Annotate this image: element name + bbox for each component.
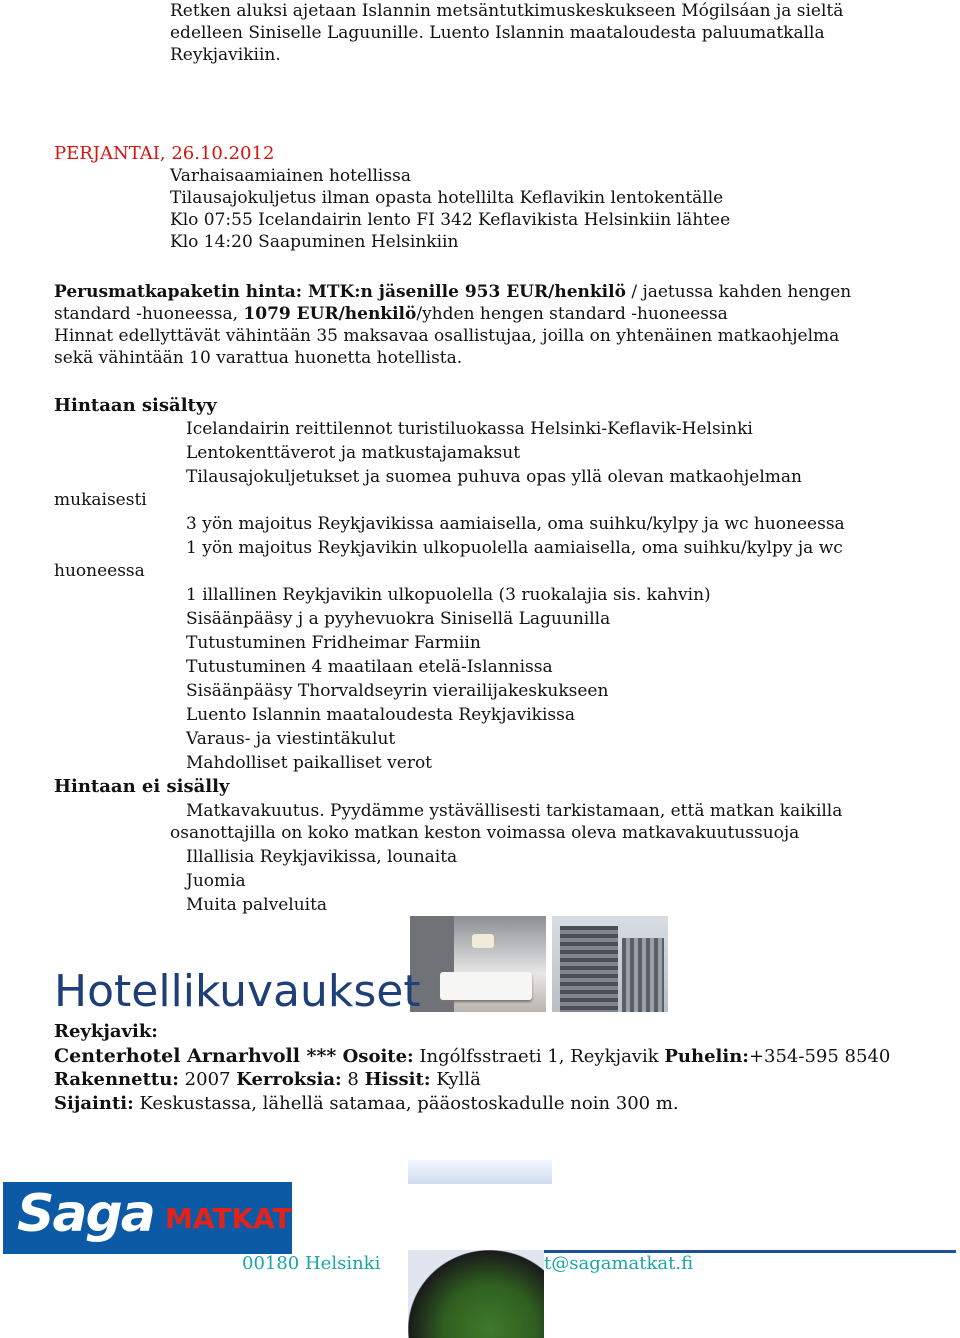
- excluded-item-cont: osanottajilla on koko matkan keston voimassa oleva matkavakuutussuoja: [170, 823, 800, 843]
- hotel-line-1: [54, 1045, 890, 1068]
- location-label: Sijainti:: [54, 1093, 134, 1114]
- included-item: Tutustuminen 4 maatilaan etelä-Islannissa: [186, 657, 553, 677]
- hotel-elevators: Kyllä: [430, 1069, 481, 1090]
- included-item: Lentokenttäverot ja matkustajamaksut: [186, 443, 521, 463]
- hotel-floors: 8: [341, 1069, 365, 1090]
- footer-postal: 00180 Helsinki: [242, 1253, 381, 1274]
- included-heading: Hintaan sisältyy: [54, 395, 217, 416]
- price-line2-a: standard -huoneessa,: [54, 304, 244, 324]
- included-wrap: huoneessa: [54, 561, 145, 581]
- room-lamp: [472, 934, 494, 948]
- saga-matkat-logo[interactable]: [3, 1182, 292, 1254]
- included-item: 3 yön majoitus Reykjavikissa aamiaisella, oma suihku/kylpy ja wc huoneessa: [186, 514, 845, 534]
- included-item: Sisäänpääsy Thorvaldseyrin vierailijakeskukseen: [186, 681, 609, 701]
- logo-matkat-text: MATKAT: [165, 1202, 292, 1235]
- intro-line-3: Reykjavikiin.: [170, 45, 281, 65]
- intro-line-1: Retken aluksi ajetaan Islannin metsäntutkimuskeskukseen Mógilsáan ja sieltä: [170, 1, 844, 21]
- hotel-line-3: [54, 1093, 679, 1115]
- hotel-building-photo: [552, 916, 668, 1012]
- excluded-item: Illallisia Reykjavikissa, lounaita: [186, 847, 458, 867]
- excluded-heading: Hintaan ei sisälly: [54, 776, 230, 797]
- hotel-phone: +354-595 8540: [748, 1046, 891, 1067]
- included-item: Varaus- ja viestintäkulut: [186, 729, 396, 749]
- footer-sky-image: [408, 1160, 552, 1184]
- included-item: Tutustuminen Fridheimar Farmiin: [186, 633, 481, 653]
- logo-saga-text: Saga: [17, 1184, 154, 1244]
- footer-email-link[interactable]: t@sagamatkat.fi: [544, 1253, 694, 1274]
- friday-heading: PERJANTAI, 26.10.2012: [54, 143, 275, 164]
- friday-item: Klo 07:55 Icelandairin lento FI 342 Keflavikista Helsinkiin lähtee: [170, 210, 731, 230]
- included-wrap: mukaisesti: [54, 490, 147, 510]
- friday-item: Tilausajokuljetus ilman opasta hotellilta Keflavikin lentokentälle: [170, 188, 724, 208]
- price-label: Perusmatkapaketin hinta: MTK:n jäsenille 953 EUR/henkilö: [54, 282, 626, 302]
- hotel-address: Ingólfsstraeti 1, Reykjavik: [413, 1046, 665, 1067]
- phone-label: Puhelin:: [664, 1046, 749, 1067]
- included-item: Tilausajokuljetukset ja suomea puhuva opas yllä olevan matkaohjelman: [186, 467, 802, 487]
- price-single: 1079 EUR/henkilö: [243, 304, 417, 324]
- excluded-item: Muita palveluita: [186, 895, 328, 915]
- floors-label: Kerroksia:: [236, 1069, 342, 1090]
- hotel-line-2: [54, 1069, 481, 1091]
- included-item: Icelandairin reittilennot turistiluokassa Helsinki-Keflavik-Helsinki: [186, 419, 753, 439]
- hotel-location: Keskustassa, lähellä satamaa, pääostoskadulle noin 300 m.: [133, 1093, 679, 1114]
- price-line2-c: /yhden hengen standard -huoneessa: [416, 304, 728, 324]
- included-item: Mahdolliset paikalliset verot: [186, 753, 433, 773]
- footer-bird-image: [408, 1250, 544, 1338]
- room-bed: [440, 972, 532, 1000]
- excluded-item: Matkavakuutus. Pyydämme ystävällisesti tarkistamaan, että matkan kaikilla: [186, 801, 843, 821]
- included-item: Sisäänpääsy j a pyyhevuokra Sinisellä Laguunilla: [186, 609, 611, 629]
- friday-item: Klo 14:20 Saapuminen Helsinkiin: [170, 232, 459, 252]
- price-line-3: Hinnat edellyttävät vähintään 35 maksavaa osallistujaa, joilla on yhtenäinen matkaohjelma: [54, 326, 840, 346]
- price-line-1: [54, 281, 851, 303]
- hotel-room-photo: [410, 916, 546, 1012]
- elevators-label: Hissit:: [364, 1069, 431, 1090]
- address-label: Osoite:: [336, 1046, 414, 1067]
- hotel-built: 2007: [178, 1069, 237, 1090]
- intro-line-2: edelleen Siniselle Laguunille. Luento Islannin maataloudesta paluumatkalla: [170, 23, 825, 43]
- friday-item: Varhaisaamiainen hotellissa: [170, 166, 411, 186]
- price-line-2: [54, 303, 728, 325]
- built-label: Rakennettu:: [54, 1069, 179, 1090]
- hotel-name: Centerhotel Arnarhvoll ***: [54, 1045, 337, 1067]
- included-item: 1 yön majoitus Reykjavikin ulkopuolella aamiaisella, oma suihku/kylpy ja wc: [186, 538, 843, 558]
- included-item: 1 illallinen Reykjavikin ulkopuolella (3 ruokalajia sis. kahvin): [186, 585, 711, 605]
- included-item: Luento Islannin maataloudesta Reykjavikissa: [186, 705, 575, 725]
- building-annex: [622, 938, 664, 1012]
- price-rest: / jaetussa kahden hengen: [625, 282, 852, 302]
- hotel-city: Reykjavik:: [54, 1021, 158, 1042]
- building-tower: [560, 926, 618, 1012]
- price-line-4: sekä vähintään 10 varattua huonetta hotellista.: [54, 348, 463, 368]
- excluded-item: Juomia: [186, 871, 246, 891]
- hotels-title: Hotellikuvaukset: [54, 966, 421, 1017]
